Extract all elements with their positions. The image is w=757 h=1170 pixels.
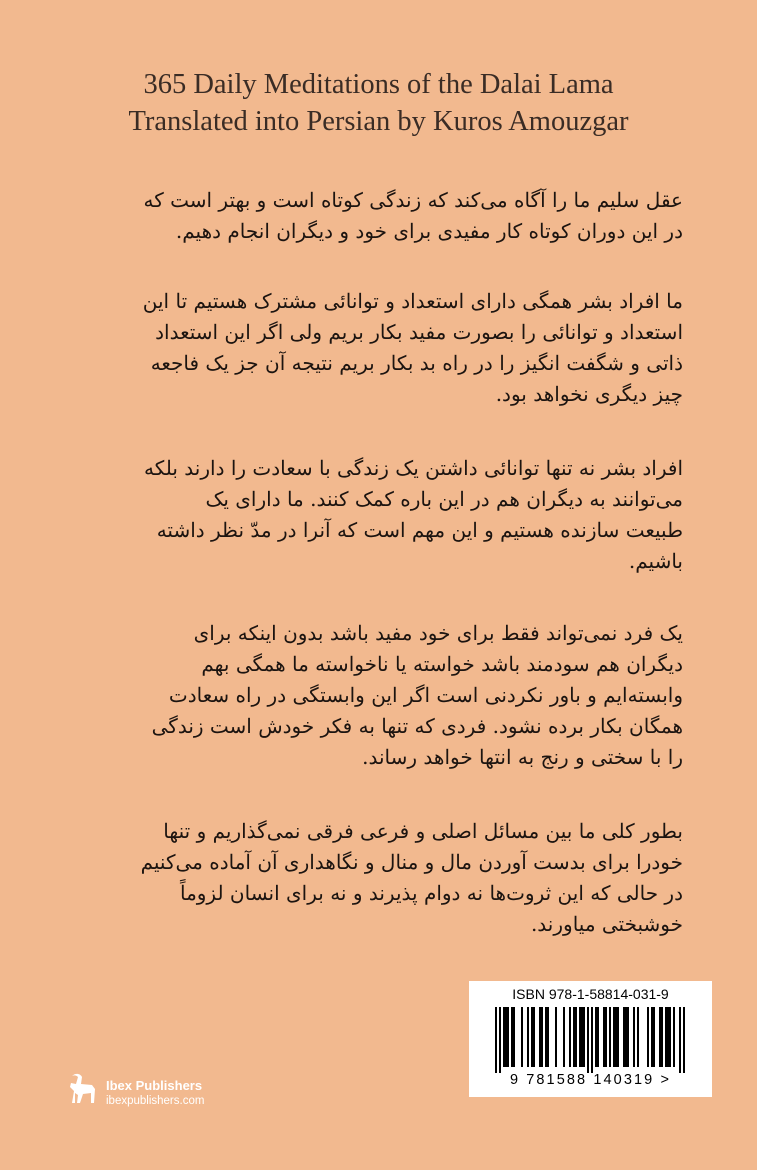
paragraph-line: چیز دیگری نخواهد بود. [495, 382, 683, 406]
publisher-name: Ibex Publishers [106, 1078, 203, 1093]
barcode-bar [659, 1007, 661, 1067]
barcode-bar [637, 1007, 639, 1067]
paragraph-5 [141, 816, 683, 940]
paragraph-2 [143, 286, 683, 410]
barcode-bar [579, 1007, 581, 1067]
barcode-bar [499, 1007, 501, 1073]
barcode-bar [673, 1007, 675, 1067]
paragraph-line: طبیعت سازنده هستیم و این مهم است که آنرا در مدّ نظر داشته [156, 518, 683, 542]
barcode-bar [581, 1007, 583, 1067]
barcode-bar [555, 1007, 557, 1067]
barcode-bar [625, 1007, 627, 1067]
barcode-bar [667, 1007, 669, 1067]
barcode-bar [647, 1007, 649, 1067]
barcode-bar [679, 1007, 681, 1073]
paragraph-line: می‌توانند به دیگران هم در این باره کمک کنند. ما دارای یک [205, 487, 683, 511]
barcode-bar [617, 1007, 619, 1067]
barcode-bar [563, 1007, 565, 1067]
barcode-bar [623, 1007, 625, 1067]
book-title [0, 66, 757, 140]
paragraph-line: افراد بشر نه تنها توانائی داشتن یک زندگی با سعادت را دارند بلکه [143, 456, 683, 480]
barcode-bar [583, 1007, 585, 1067]
publisher-url: ibexpublishers.com [106, 1095, 205, 1107]
paragraph-line: ذاتی و شگفت انگیز را در راه بد بکار بریم نتیجه آن جز یک فاجعه [150, 351, 683, 375]
barcode-bar [547, 1007, 549, 1067]
paragraph-line: ما افراد بشر همگی دارای استعداد و توانائی مشترک هستیم تا این [142, 289, 683, 313]
barcode-bar [651, 1007, 653, 1067]
barcode-bar [597, 1007, 599, 1067]
title-line-1: 365 Daily Meditations of the Dalai Lama [143, 69, 614, 100]
barcode-bar [661, 1007, 663, 1067]
barcode-bar [569, 1007, 571, 1067]
barcode-bar [633, 1007, 635, 1067]
barcode-bar [507, 1007, 509, 1067]
barcode-bar [539, 1007, 541, 1067]
paragraph-line: همگان بکار برده نشود. فردی که تنها به فکر خودش است زندگی [151, 714, 683, 738]
barcode-digits [469, 1072, 712, 1088]
paragraph-line: خوشبختی میاورند. [530, 912, 683, 936]
isbn-barcode [469, 981, 712, 1097]
barcode-bar [587, 1007, 589, 1073]
paragraph-line: یک فرد نمی‌تواند فقط برای خود مفید باشد بدون اینکه برای [193, 621, 683, 645]
barcode-arrow: > [660, 1072, 672, 1088]
paragraph-3 [144, 453, 683, 577]
barcode-bar [531, 1007, 533, 1067]
barcode-bar [653, 1007, 655, 1067]
barcode-bar [527, 1007, 529, 1067]
publisher-mark [62, 1071, 252, 1111]
barcode-bar [505, 1007, 507, 1067]
paragraph-line: دیگران هم سودمند باشد خواسته یا ناخواسته ما همگی بهم [201, 652, 683, 676]
paragraph-1 [144, 185, 684, 247]
barcode-bar [603, 1007, 605, 1067]
barcode-bar [627, 1007, 629, 1067]
paragraph-line: استعداد و توانائی را بصورت مفید بکار بریم ولی اگر این استعداد [155, 320, 683, 344]
barcode-bar [615, 1007, 617, 1067]
barcode-number: 9 781588 140319 [509, 1072, 655, 1088]
isbn-label: ISBN 978-1-58814-031-9 [512, 986, 669, 1002]
barcode-bar [503, 1007, 505, 1067]
barcode-bar [575, 1007, 577, 1067]
paragraph-line: باشیم. [628, 549, 683, 573]
barcode-bar [595, 1007, 597, 1067]
paragraph-line: در حالی که این ثروت‌ها نه دوام پذیرند و نه برای انسان لزوماً [179, 881, 683, 905]
barcode-bar [573, 1007, 575, 1067]
ibex-icon [62, 1071, 102, 1107]
barcode-bar [609, 1007, 611, 1067]
barcode-bar [591, 1007, 593, 1073]
paragraph-4 [152, 618, 683, 773]
title-line-2: Translated into Persian by Kuros Amouzgar [128, 106, 629, 137]
barcode-bar [613, 1007, 615, 1067]
paragraph-line: را با سختی و رنج به انتها خواهد رساند. [362, 745, 683, 769]
barcode-bar [545, 1007, 547, 1067]
paragraph-line: خودرا برای بدست آوردن مال و منال و نگاهداری آن آماده می‌کنیم [140, 850, 683, 874]
barcode-bars [479, 1007, 702, 1073]
barcode-bar [495, 1007, 497, 1073]
paragraph-line: وابسته‌ایم و باور نکردنی است اگر این وابستگی در راه سعادت [168, 683, 683, 707]
barcode-bar [513, 1007, 515, 1067]
barcode-bar [669, 1007, 671, 1067]
paragraph-line: بطور کلی ما بین مسائل اصلی و فرعی فرقی نمی‌گذاریم و تنها [163, 819, 683, 843]
barcode-bar [521, 1007, 523, 1067]
barcode-bar [605, 1007, 607, 1067]
barcode-bar [665, 1007, 667, 1067]
barcode-bar [533, 1007, 535, 1067]
barcode-bar [511, 1007, 513, 1067]
paragraph-line: عقل سلیم ما را آگاه می‌کند که زندگی کوتاه است و بهتر است که [143, 188, 683, 212]
paragraph-line: در این دوران کوتاه کار مفیدی برای خود و دیگران انجام دهیم. [175, 219, 683, 243]
barcode-bar [683, 1007, 685, 1073]
barcode-bar [541, 1007, 543, 1067]
